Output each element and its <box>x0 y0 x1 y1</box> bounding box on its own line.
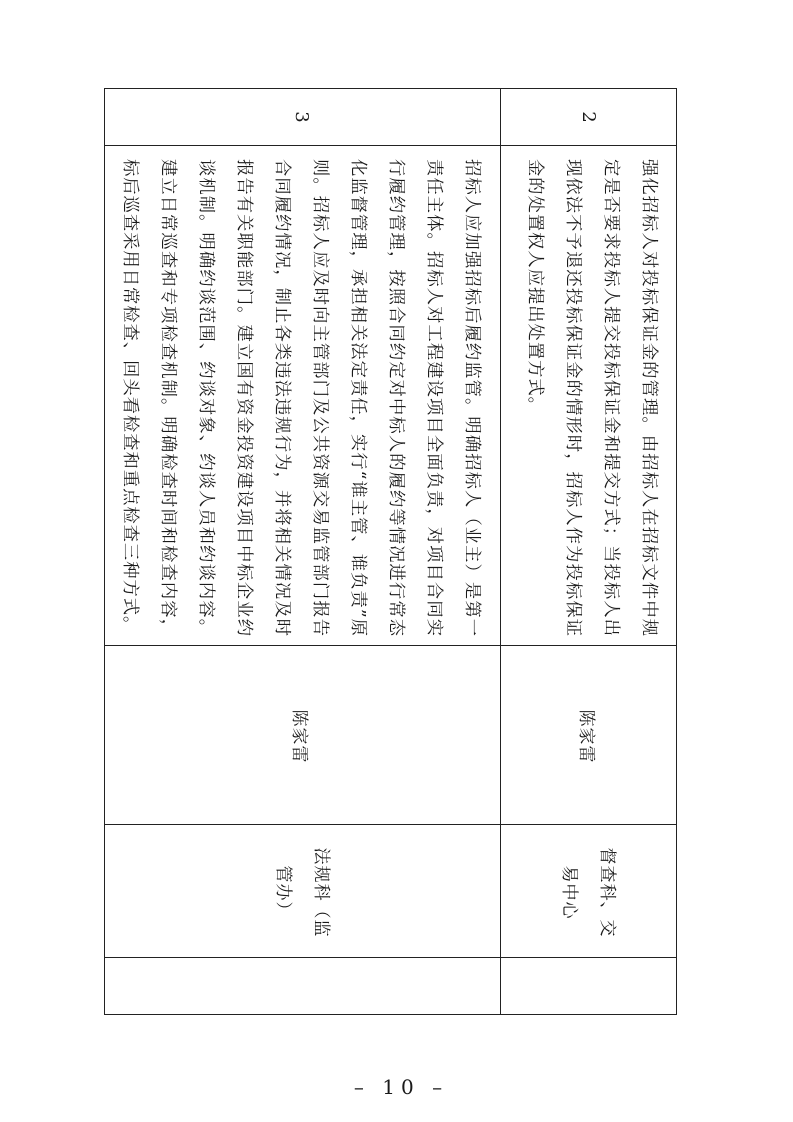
page-number: – 10 – <box>353 1075 449 1100</box>
responsible-department: 督查科、交易中心 <box>559 847 618 938</box>
responsible-person: 陈家雷 <box>576 709 596 764</box>
row-number: 3 <box>291 111 313 123</box>
table <box>104 88 677 1015</box>
responsible-person: 陈家雷 <box>289 709 310 764</box>
column-divider <box>105 145 676 146</box>
row-content: 强化招标人对投标保证金的管理。由招标人在招标文件中规定是否要求投标人提交投标保证金和提交方式；当投标人出现依法不予退还投标保证金的情形时，招标人作为投标保证金的处置权人应提出处置方式。 <box>525 159 659 637</box>
responsible-department: 法规科（监管办） <box>273 847 331 938</box>
row-number: 2 <box>578 111 599 123</box>
row-content: 招标人应加强招标后履约监管。明确招标人（业主）是第一责任主体。招标人对工程建设项目全面负责，对项目合同实行履约管理，按照合同约定对中标人的履约等情况进行常态化监督管理，承担相关法定责任，实行“谁主管、谁负责”原则。招标人应及时向主管部门及公共资源交易监管部门报告合同履约情况，制止各类违法违规行为，并将相关情况及时报告有关职能部门。建立国有资金投资建设项目中标企业约谈机制。明确约谈范围、约谈对象、约谈人员和约谈内容。建立日常巡查和专项检查机制。明确检查时间和检查内容，标后巡查采用日常检查、回头看检查和重点检查三种方式。 <box>120 159 482 637</box>
